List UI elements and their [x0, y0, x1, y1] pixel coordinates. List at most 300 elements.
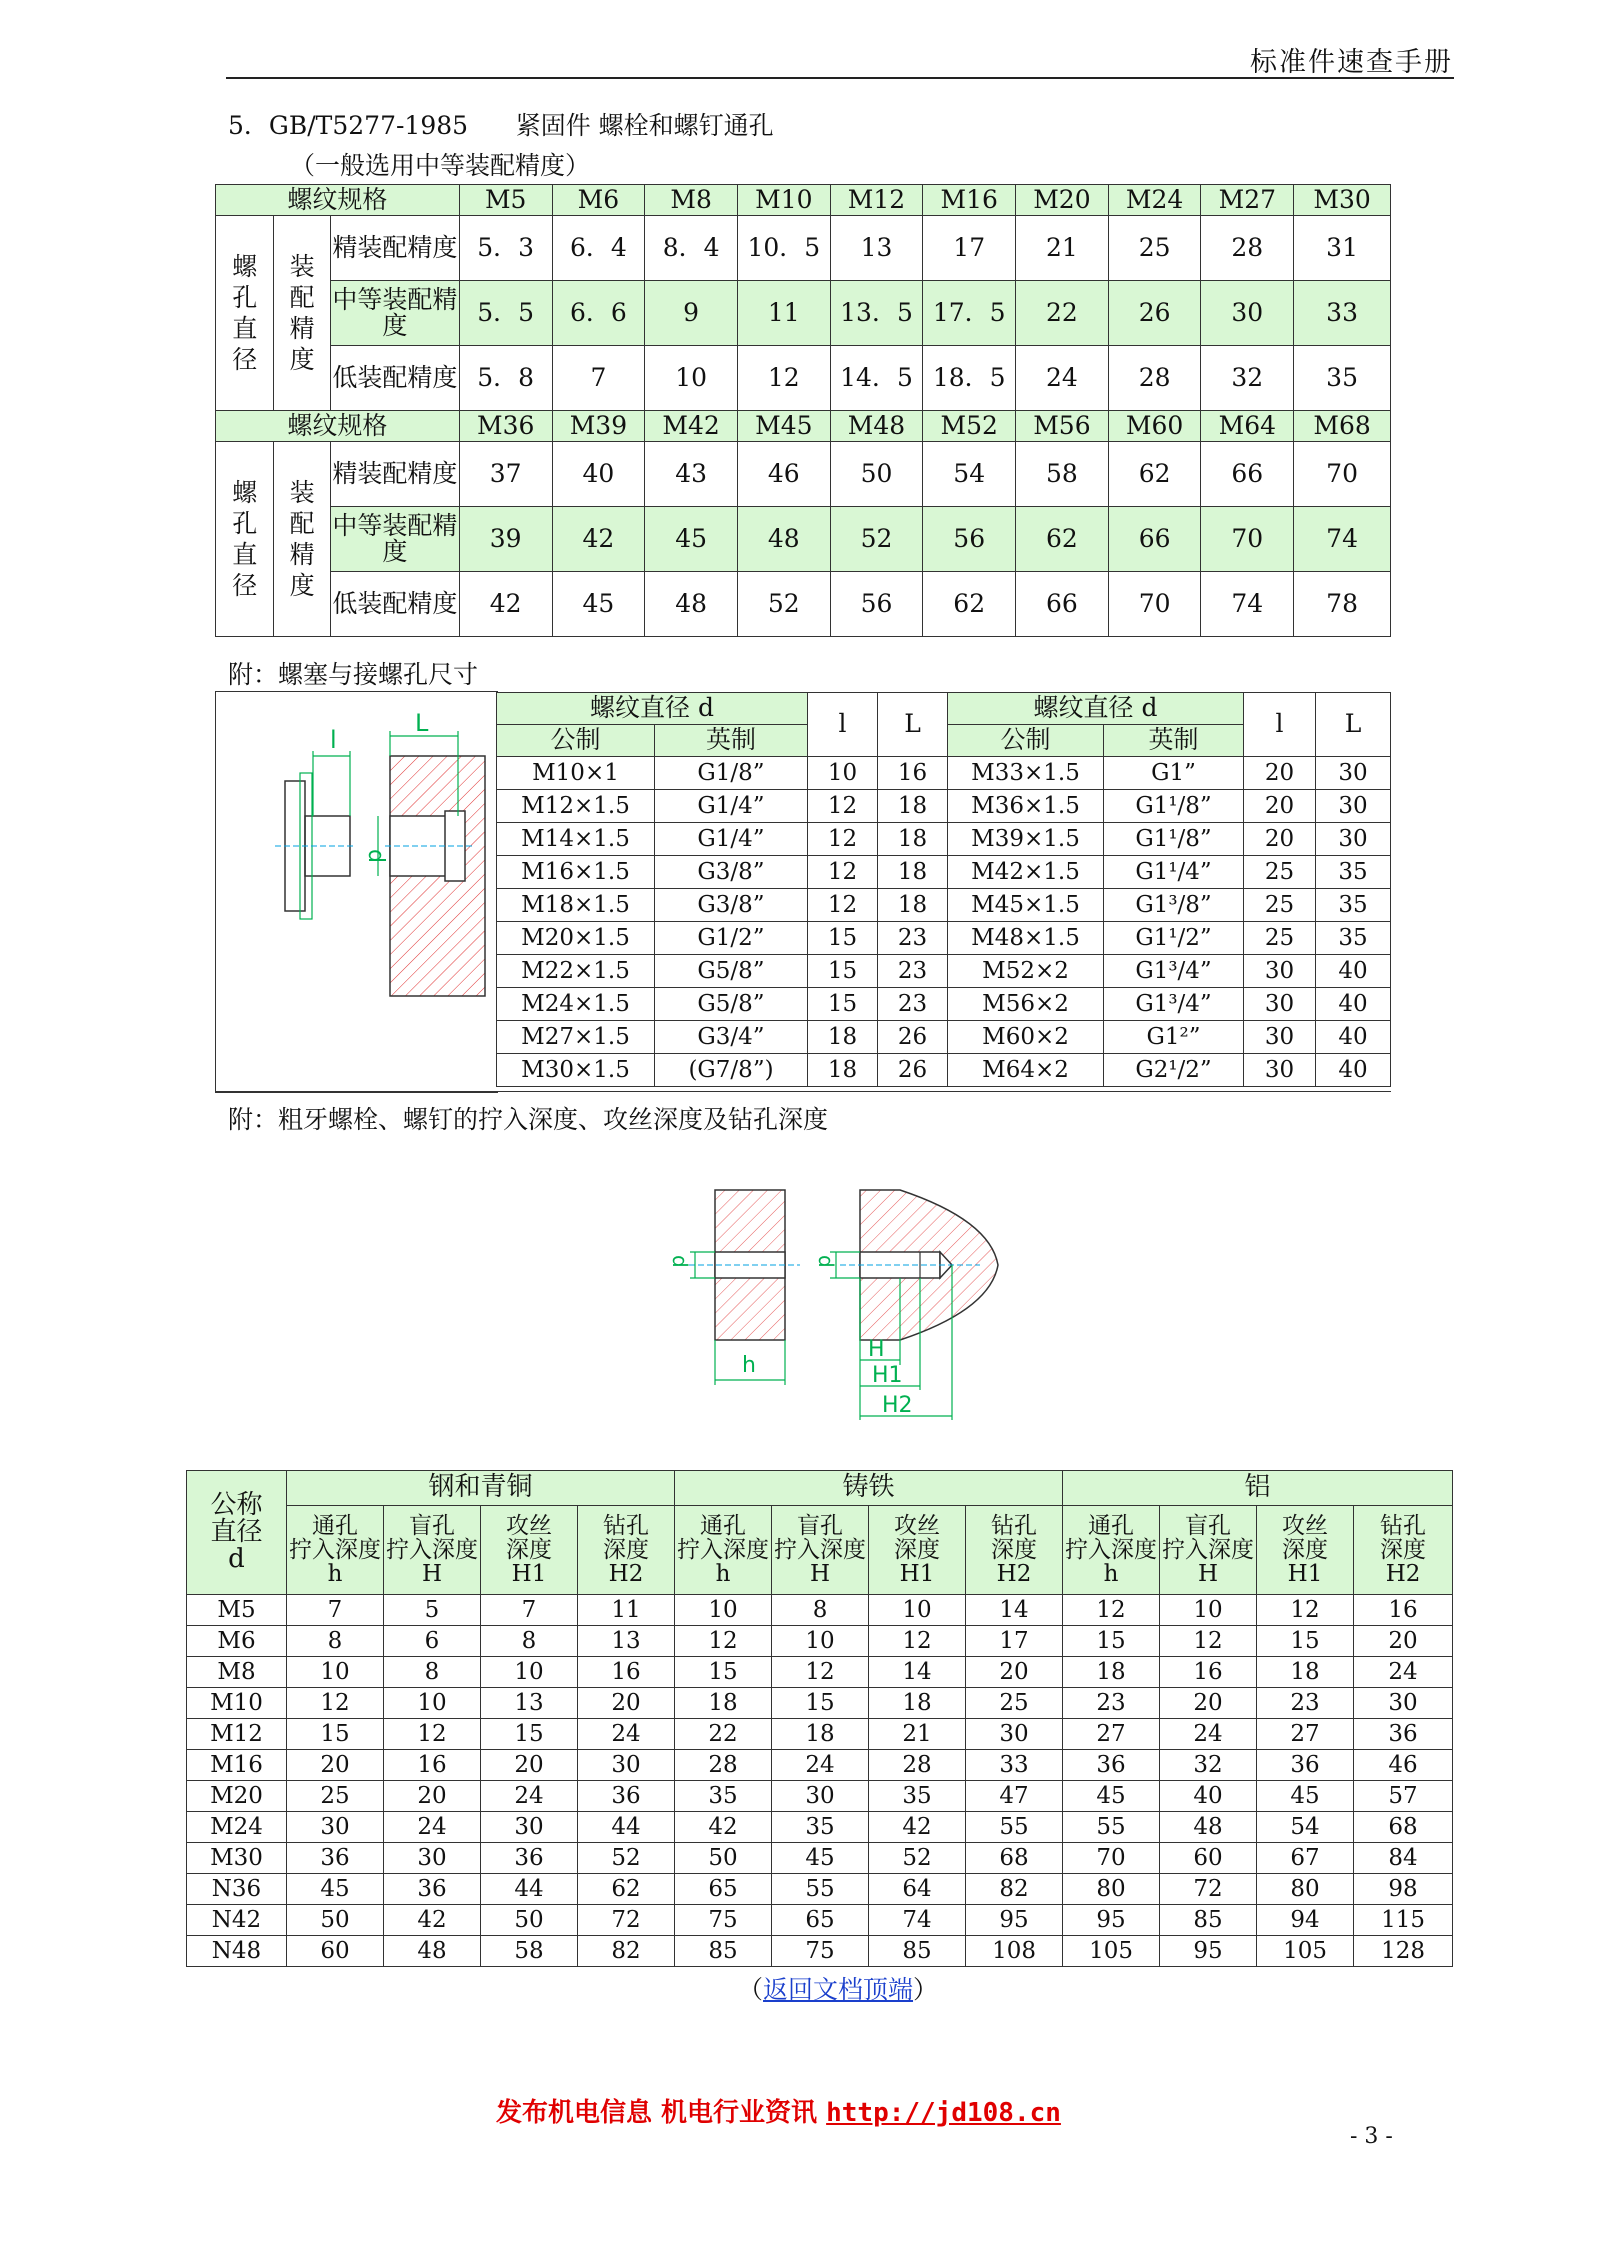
spec-cell: M60 — [1108, 411, 1201, 442]
depth-cell: 55 — [1063, 1812, 1160, 1843]
depth-cell: 35 — [772, 1812, 869, 1843]
footer-advert-text: 发布机电信息 机电行业资讯 — [496, 2098, 827, 2128]
plug-cell: G1³/8” — [1104, 889, 1244, 922]
col-L-header: L — [1316, 693, 1391, 757]
depth-cell: 14 — [869, 1657, 966, 1688]
hole-diameter-label: 螺 孔 直 径 — [216, 442, 274, 637]
depth-cell: 23 — [1063, 1688, 1160, 1719]
hole-value-cell: 28 — [1108, 346, 1201, 411]
depth-cell: 20 — [287, 1750, 384, 1781]
hole-value-cell: 70 — [1294, 442, 1391, 507]
dim-label-l: l — [330, 726, 337, 754]
depth-cell: 28 — [869, 1750, 966, 1781]
back-to-top — [738, 1970, 938, 2006]
plug-cell: 12 — [808, 790, 878, 823]
nominal-dia-cell: M30 — [187, 1843, 287, 1874]
fit-label: 装 配 精 度 — [274, 442, 330, 637]
hole-value-cell: 66 — [1201, 442, 1294, 507]
spec-cell: M27 — [1201, 185, 1294, 216]
depth-cell: 7 — [481, 1595, 578, 1626]
depth-cell: 48 — [384, 1936, 481, 1967]
plug-cell: 18 — [878, 889, 948, 922]
back-link-open-paren: （ — [738, 1975, 764, 2004]
clearance-hole-table — [215, 184, 1391, 637]
plug-cell: 18 — [878, 823, 948, 856]
nominal-dia-header: 公称 直径 d — [187, 1471, 287, 1595]
depth-cell: 54 — [1257, 1812, 1354, 1843]
spec-cell: M48 — [830, 411, 923, 442]
depth-cell: 45 — [1257, 1781, 1354, 1812]
depth-cell: 27 — [1257, 1719, 1354, 1750]
depth-cell: 65 — [675, 1874, 772, 1905]
nominal-dia-cell: M24 — [187, 1812, 287, 1843]
back-link-close-paren: ） — [913, 1975, 939, 2004]
plug-cell: G1/4” — [655, 790, 808, 823]
page-number: - 3 - — [1350, 2124, 1393, 2149]
depth-cell: 68 — [1354, 1812, 1453, 1843]
depth-cell: 36 — [1063, 1750, 1160, 1781]
depth-cell: 33 — [966, 1750, 1063, 1781]
hole-value-cell: 28 — [1201, 216, 1294, 281]
nominal-dia-cell: N42 — [187, 1905, 287, 1936]
depth-subheader: 攻丝 深度 H1 — [869, 1506, 966, 1595]
metric-header: 公制 — [497, 725, 655, 757]
plug-cell: M10×1 — [497, 757, 655, 790]
dim-label-d2: d — [814, 1255, 838, 1268]
spec-cell: M42 — [645, 411, 738, 442]
depth-cell: 36 — [384, 1874, 481, 1905]
plug-cell: M60×2 — [948, 1021, 1104, 1054]
depth-cell: 18 — [772, 1719, 869, 1750]
depth-cell: 27 — [1063, 1719, 1160, 1750]
spec-cell: M20 — [1016, 185, 1109, 216]
plug-cell: 40 — [1316, 988, 1391, 1021]
plug-cell: G1¹/8” — [1104, 790, 1244, 823]
screw-depth-table — [186, 1470, 1453, 1967]
spec-cell: M36 — [459, 411, 552, 442]
hole-value-cell: 74 — [1294, 507, 1391, 572]
plug-cell: M52×2 — [948, 955, 1104, 988]
depth-cell: 30 — [578, 1750, 675, 1781]
hole-value-cell: 26 — [1108, 281, 1201, 346]
depth-cell: 36 — [481, 1843, 578, 1874]
hole-value-cell: 37 — [459, 442, 552, 507]
depth-cell: 15 — [481, 1719, 578, 1750]
hole-value-cell: 6．6 — [552, 281, 645, 346]
depth-cell: 95 — [966, 1905, 1063, 1936]
plug-cell: 20 — [1244, 823, 1316, 856]
dim-label-d: d — [363, 849, 388, 863]
depth-subheader: 攻丝 深度 H1 — [481, 1506, 578, 1595]
depth-cell: 18 — [1063, 1657, 1160, 1688]
hole-value-cell: 14．5 — [830, 346, 923, 411]
hole-value-cell: 10．5 — [737, 216, 830, 281]
depth-cell: 14 — [966, 1595, 1063, 1626]
depth-cell: 42 — [869, 1812, 966, 1843]
spec-cell: M52 — [923, 411, 1016, 442]
depth-cell: 15 — [772, 1688, 869, 1719]
plug-cell: 30 — [1316, 757, 1391, 790]
depth-cell: 10 — [772, 1626, 869, 1657]
depth-cell: 105 — [1063, 1936, 1160, 1967]
depth-cell: 13 — [578, 1626, 675, 1657]
thread-dia-header: 螺纹直径 d — [948, 693, 1244, 725]
nominal-dia-cell: M6 — [187, 1626, 287, 1657]
depth-cell: 40 — [1160, 1781, 1257, 1812]
depth-cell: 10 — [675, 1595, 772, 1626]
depth-cell: 20 — [481, 1750, 578, 1781]
depth-cell: 60 — [287, 1936, 384, 1967]
plug-cell: 35 — [1316, 856, 1391, 889]
depth-cell: 55 — [966, 1812, 1063, 1843]
depth-cell: 30 — [287, 1812, 384, 1843]
hole-value-cell: 48 — [737, 507, 830, 572]
hole-value-cell: 45 — [645, 507, 738, 572]
depth-diagram — [650, 1180, 1030, 1430]
hole-value-cell: 12 — [737, 346, 830, 411]
plug-cell: 35 — [1316, 922, 1391, 955]
plug-cell: M33×1.5 — [948, 757, 1104, 790]
plug-cell: 15 — [808, 988, 878, 1021]
spec-cell: M39 — [552, 411, 645, 442]
depth-cell: 12 — [675, 1626, 772, 1657]
depth-cell: 72 — [578, 1905, 675, 1936]
plug-cell: 20 — [1244, 790, 1316, 823]
plug-cell: M20×1.5 — [497, 922, 655, 955]
hole-value-cell: 11 — [737, 281, 830, 346]
col-L-header: L — [878, 693, 948, 757]
depth-cell: 20 — [384, 1781, 481, 1812]
plug-cell: (G7/8”) — [655, 1054, 808, 1087]
depth-cell: 42 — [675, 1812, 772, 1843]
plug-cell: G1³/4” — [1104, 955, 1244, 988]
hole-value-cell: 25 — [1108, 216, 1201, 281]
material-header: 铝 — [1063, 1471, 1453, 1506]
depth-cell: 62 — [578, 1874, 675, 1905]
plug-cell: G1” — [1104, 757, 1244, 790]
depth-cell: 52 — [578, 1843, 675, 1874]
plug-cell: 12 — [808, 889, 878, 922]
plug-cell: 23 — [878, 922, 948, 955]
depth-cell: 24 — [1354, 1657, 1453, 1688]
fit-grade-label: 中等装配精度 — [330, 281, 459, 346]
plug-cell: 30 — [1316, 823, 1391, 856]
plug-cell: 26 — [878, 1021, 948, 1054]
depth-cell: 80 — [1063, 1874, 1160, 1905]
depth-cell: 36 — [578, 1781, 675, 1812]
plug-cell: 30 — [1316, 790, 1391, 823]
depth-cell: 48 — [1160, 1812, 1257, 1843]
hole-value-cell: 74 — [1201, 572, 1294, 637]
hole-value-cell: 54 — [923, 442, 1016, 507]
depth-cell: 16 — [384, 1750, 481, 1781]
hole-value-cell: 30 — [1201, 281, 1294, 346]
depth-cell: 30 — [1354, 1688, 1453, 1719]
plug-cell: G5/8” — [655, 988, 808, 1021]
depth-cell: 8 — [287, 1626, 384, 1657]
hole-value-cell: 17 — [923, 216, 1016, 281]
spec-cell: M8 — [645, 185, 738, 216]
plug-cell: 18 — [878, 790, 948, 823]
plug-cell: 16 — [878, 757, 948, 790]
depth-cell: 20 — [578, 1688, 675, 1719]
hole-value-cell: 13．5 — [830, 281, 923, 346]
plug-cell: G1¹/8” — [1104, 823, 1244, 856]
depth-cell: 10 — [869, 1595, 966, 1626]
plug-cell: M18×1.5 — [497, 889, 655, 922]
section-title: 5．GB/T5277-1985 紧固件 螺栓和螺钉通孔 — [228, 111, 774, 140]
depth-subheader: 盲孔 拧入深度 H — [1160, 1506, 1257, 1595]
hole-value-cell: 56 — [923, 507, 1016, 572]
depth-subheader: 钻孔 深度 H2 — [966, 1506, 1063, 1595]
depth-cell: 85 — [675, 1936, 772, 1967]
depth-cell: 36 — [1354, 1719, 1453, 1750]
col-l-header: l — [1244, 693, 1316, 757]
plug-cell: M42×1.5 — [948, 856, 1104, 889]
hole-value-cell: 42 — [552, 507, 645, 572]
depth-cell: 80 — [1257, 1874, 1354, 1905]
depth-cell: 18 — [1257, 1657, 1354, 1688]
spec-cell: M68 — [1294, 411, 1391, 442]
depth-cell: 85 — [869, 1936, 966, 1967]
document-header-title: 标准件速查手册 — [1250, 47, 1453, 78]
plug-cell: G3/4” — [655, 1021, 808, 1054]
plug-cell: 18 — [878, 856, 948, 889]
plug-cell: G3/8” — [655, 856, 808, 889]
depth-cell: 55 — [772, 1874, 869, 1905]
plug-thread-table — [496, 692, 1391, 1087]
hole-value-cell: 8．4 — [645, 216, 738, 281]
depth-cell: 72 — [1160, 1874, 1257, 1905]
fit-grade-label: 中等装配精度 — [330, 507, 459, 572]
plug-cell: M27×1.5 — [497, 1021, 655, 1054]
depth-cell: 75 — [675, 1905, 772, 1936]
plug-diagram — [215, 691, 497, 1091]
depth-cell: 44 — [481, 1874, 578, 1905]
hole-value-cell: 40 — [552, 442, 645, 507]
plug-cell: 18 — [808, 1054, 878, 1087]
depth-subheader: 盲孔 拧入深度 H — [384, 1506, 481, 1595]
depth-cell: 13 — [481, 1688, 578, 1719]
depth-subheader: 通孔 拧入深度 h — [287, 1506, 384, 1595]
plug-cell: 40 — [1316, 1054, 1391, 1087]
depth-cell: 10 — [1160, 1595, 1257, 1626]
depth-cell: 64 — [869, 1874, 966, 1905]
plug-cell: G1/2” — [655, 922, 808, 955]
spec-cell: M64 — [1201, 411, 1294, 442]
depth-cell: 58 — [481, 1936, 578, 1967]
plug-cell: 40 — [1316, 1021, 1391, 1054]
plug-cell: M64×2 — [948, 1054, 1104, 1087]
depth-cell: 15 — [675, 1657, 772, 1688]
depth-cell: 16 — [1160, 1657, 1257, 1688]
hole-value-cell: 6．4 — [552, 216, 645, 281]
depth-cell: 45 — [1063, 1781, 1160, 1812]
depth-cell: 18 — [675, 1688, 772, 1719]
depth-cell: 30 — [966, 1719, 1063, 1750]
nominal-dia-cell: M16 — [187, 1750, 287, 1781]
depth-cell: 60 — [1160, 1843, 1257, 1874]
plug-cell: 40 — [1316, 955, 1391, 988]
spec-cell: M12 — [830, 185, 923, 216]
hole-value-cell: 45 — [552, 572, 645, 637]
depth-cell: 75 — [772, 1936, 869, 1967]
depth-cell: 36 — [1257, 1750, 1354, 1781]
plug-cell: M39×1.5 — [948, 823, 1104, 856]
hole-value-cell: 78 — [1294, 572, 1391, 637]
footer-url-link[interactable]: http://jd108.cn — [826, 2098, 1061, 2128]
depth-cell: 95 — [1063, 1905, 1160, 1936]
depth-cell: 20 — [1160, 1688, 1257, 1719]
hole-value-cell: 66 — [1108, 507, 1201, 572]
depth-cell: 12 — [869, 1626, 966, 1657]
back-to-top-link[interactable]: 返回文档顶端 — [763, 1975, 914, 2004]
depth-cell: 50 — [287, 1905, 384, 1936]
depth-cell: 22 — [675, 1719, 772, 1750]
metric-header: 公制 — [948, 725, 1104, 757]
depth-subheader: 通孔 拧入深度 h — [1063, 1506, 1160, 1595]
depth-subheader: 盲孔 拧入深度 H — [772, 1506, 869, 1595]
depth-cell: 23 — [1257, 1688, 1354, 1719]
plug-cell: G1/4” — [655, 823, 808, 856]
depth-cell: 6 — [384, 1626, 481, 1657]
depth-cell: 15 — [287, 1719, 384, 1750]
plug-cell: 15 — [808, 922, 878, 955]
plug-cell: M48×1.5 — [948, 922, 1104, 955]
plug-cell: 20 — [1244, 757, 1316, 790]
depth-cell: 35 — [675, 1781, 772, 1812]
plug-cell: 23 — [878, 988, 948, 1021]
hole-value-cell: 35 — [1294, 346, 1391, 411]
plug-cell: 30 — [1244, 955, 1316, 988]
plug-cell: G3/8” — [655, 889, 808, 922]
nominal-dia-cell: M12 — [187, 1719, 287, 1750]
section-subtitle: （一般选用中等装配精度） — [290, 151, 591, 180]
hole-value-cell: 13 — [830, 216, 923, 281]
depth-cell: 46 — [1354, 1750, 1453, 1781]
hole-value-cell: 56 — [830, 572, 923, 637]
hole-value-cell: 42 — [459, 572, 552, 637]
depth-cell: 50 — [481, 1905, 578, 1936]
dim-label-H1: H1 — [872, 1363, 903, 1388]
hole-value-cell: 17．5 — [923, 281, 1016, 346]
hole-value-cell: 62 — [1108, 442, 1201, 507]
dim-label-H: H — [868, 1337, 885, 1362]
depth-cell: 24 — [578, 1719, 675, 1750]
spec-cell: M10 — [737, 185, 830, 216]
plug-cell: 25 — [1244, 922, 1316, 955]
hole-value-cell: 52 — [737, 572, 830, 637]
nominal-dia-cell: M10 — [187, 1688, 287, 1719]
dim-label-H2: H2 — [882, 1393, 913, 1418]
hole-value-cell: 10 — [645, 346, 738, 411]
depth-cell: 10 — [384, 1688, 481, 1719]
depth-cell: 85 — [1160, 1905, 1257, 1936]
plug-cell: 30 — [1244, 1021, 1316, 1054]
plug-cell: 26 — [878, 1054, 948, 1087]
plug-cell: 10 — [808, 757, 878, 790]
plug-cell: 18 — [808, 1021, 878, 1054]
plug-cell: M30×1.5 — [497, 1054, 655, 1087]
depth-cell: 108 — [966, 1936, 1063, 1967]
material-header: 铸铁 — [675, 1471, 1063, 1506]
depth-cell: 5 — [384, 1595, 481, 1626]
hole-value-cell: 50 — [830, 442, 923, 507]
depth-cell: 30 — [384, 1843, 481, 1874]
depth-cell: 10 — [287, 1657, 384, 1688]
depth-cell: 45 — [772, 1843, 869, 1874]
plug-cell: M22×1.5 — [497, 955, 655, 988]
depth-cell: 84 — [1354, 1843, 1453, 1874]
spec-cell: M6 — [552, 185, 645, 216]
depth-cell: 30 — [772, 1781, 869, 1812]
plug-cell: G1²” — [1104, 1021, 1244, 1054]
plug-cell: 30 — [1244, 1054, 1316, 1087]
hole-value-cell: 46 — [737, 442, 830, 507]
depth-cell: 17 — [966, 1626, 1063, 1657]
hole-value-cell: 58 — [1016, 442, 1109, 507]
plug-cell: M16×1.5 — [497, 856, 655, 889]
depth-cell: 20 — [966, 1657, 1063, 1688]
spec-cell: M56 — [1016, 411, 1109, 442]
depth-cell: 128 — [1354, 1936, 1453, 1967]
spec-header: 螺纹规格 — [216, 185, 460, 216]
depth-cell: 10 — [481, 1657, 578, 1688]
hole-value-cell: 62 — [1016, 507, 1109, 572]
spec-cell: M24 — [1108, 185, 1201, 216]
depth-cell: 24 — [772, 1750, 869, 1781]
hole-value-cell: 66 — [1016, 572, 1109, 637]
hole-value-cell: 43 — [645, 442, 738, 507]
depth-cell: 45 — [287, 1874, 384, 1905]
depth-cell: 42 — [384, 1905, 481, 1936]
depth-cell: 24 — [384, 1812, 481, 1843]
fit-label: 装 配 精 度 — [274, 216, 330, 411]
footer-advert — [496, 2092, 1061, 2129]
nominal-dia-cell: M5 — [187, 1595, 287, 1626]
depth-cell: 52 — [869, 1843, 966, 1874]
plug-cell: 12 — [808, 823, 878, 856]
depth-cell: 68 — [966, 1843, 1063, 1874]
depth-cell: 47 — [966, 1781, 1063, 1812]
hole-value-cell: 18．5 — [923, 346, 1016, 411]
depth-cell: 28 — [675, 1750, 772, 1781]
depth-cell: 12 — [1063, 1595, 1160, 1626]
plug-cell: 25 — [1244, 856, 1316, 889]
depth-cell: 115 — [1354, 1905, 1453, 1936]
material-header: 钢和青铜 — [287, 1471, 675, 1506]
hole-value-cell: 5．8 — [459, 346, 552, 411]
depth-subheader: 钻孔 深度 H2 — [578, 1506, 675, 1595]
depth-cell: 98 — [1354, 1874, 1453, 1905]
plug-cell: M36×1.5 — [948, 790, 1104, 823]
depth-subheader: 钻孔 深度 H2 — [1354, 1506, 1453, 1595]
depth-cell: 12 — [384, 1719, 481, 1750]
plug-cell: G1/8” — [655, 757, 808, 790]
hole-value-cell: 48 — [645, 572, 738, 637]
depth-cell: 57 — [1354, 1781, 1453, 1812]
depth-cell: 15 — [1257, 1626, 1354, 1657]
depth-cell: 12 — [1257, 1595, 1354, 1626]
depth-cell: 50 — [675, 1843, 772, 1874]
note-plug-dimensions: 附：螺塞与接螺孔尺寸 — [228, 660, 479, 689]
nominal-dia-cell: N48 — [187, 1936, 287, 1967]
depth-cell: 67 — [1257, 1843, 1354, 1874]
nominal-dia-cell: M8 — [187, 1657, 287, 1688]
depth-cell: 12 — [287, 1688, 384, 1719]
plug-cell: M56×2 — [948, 988, 1104, 1021]
depth-cell: 15 — [1063, 1626, 1160, 1657]
